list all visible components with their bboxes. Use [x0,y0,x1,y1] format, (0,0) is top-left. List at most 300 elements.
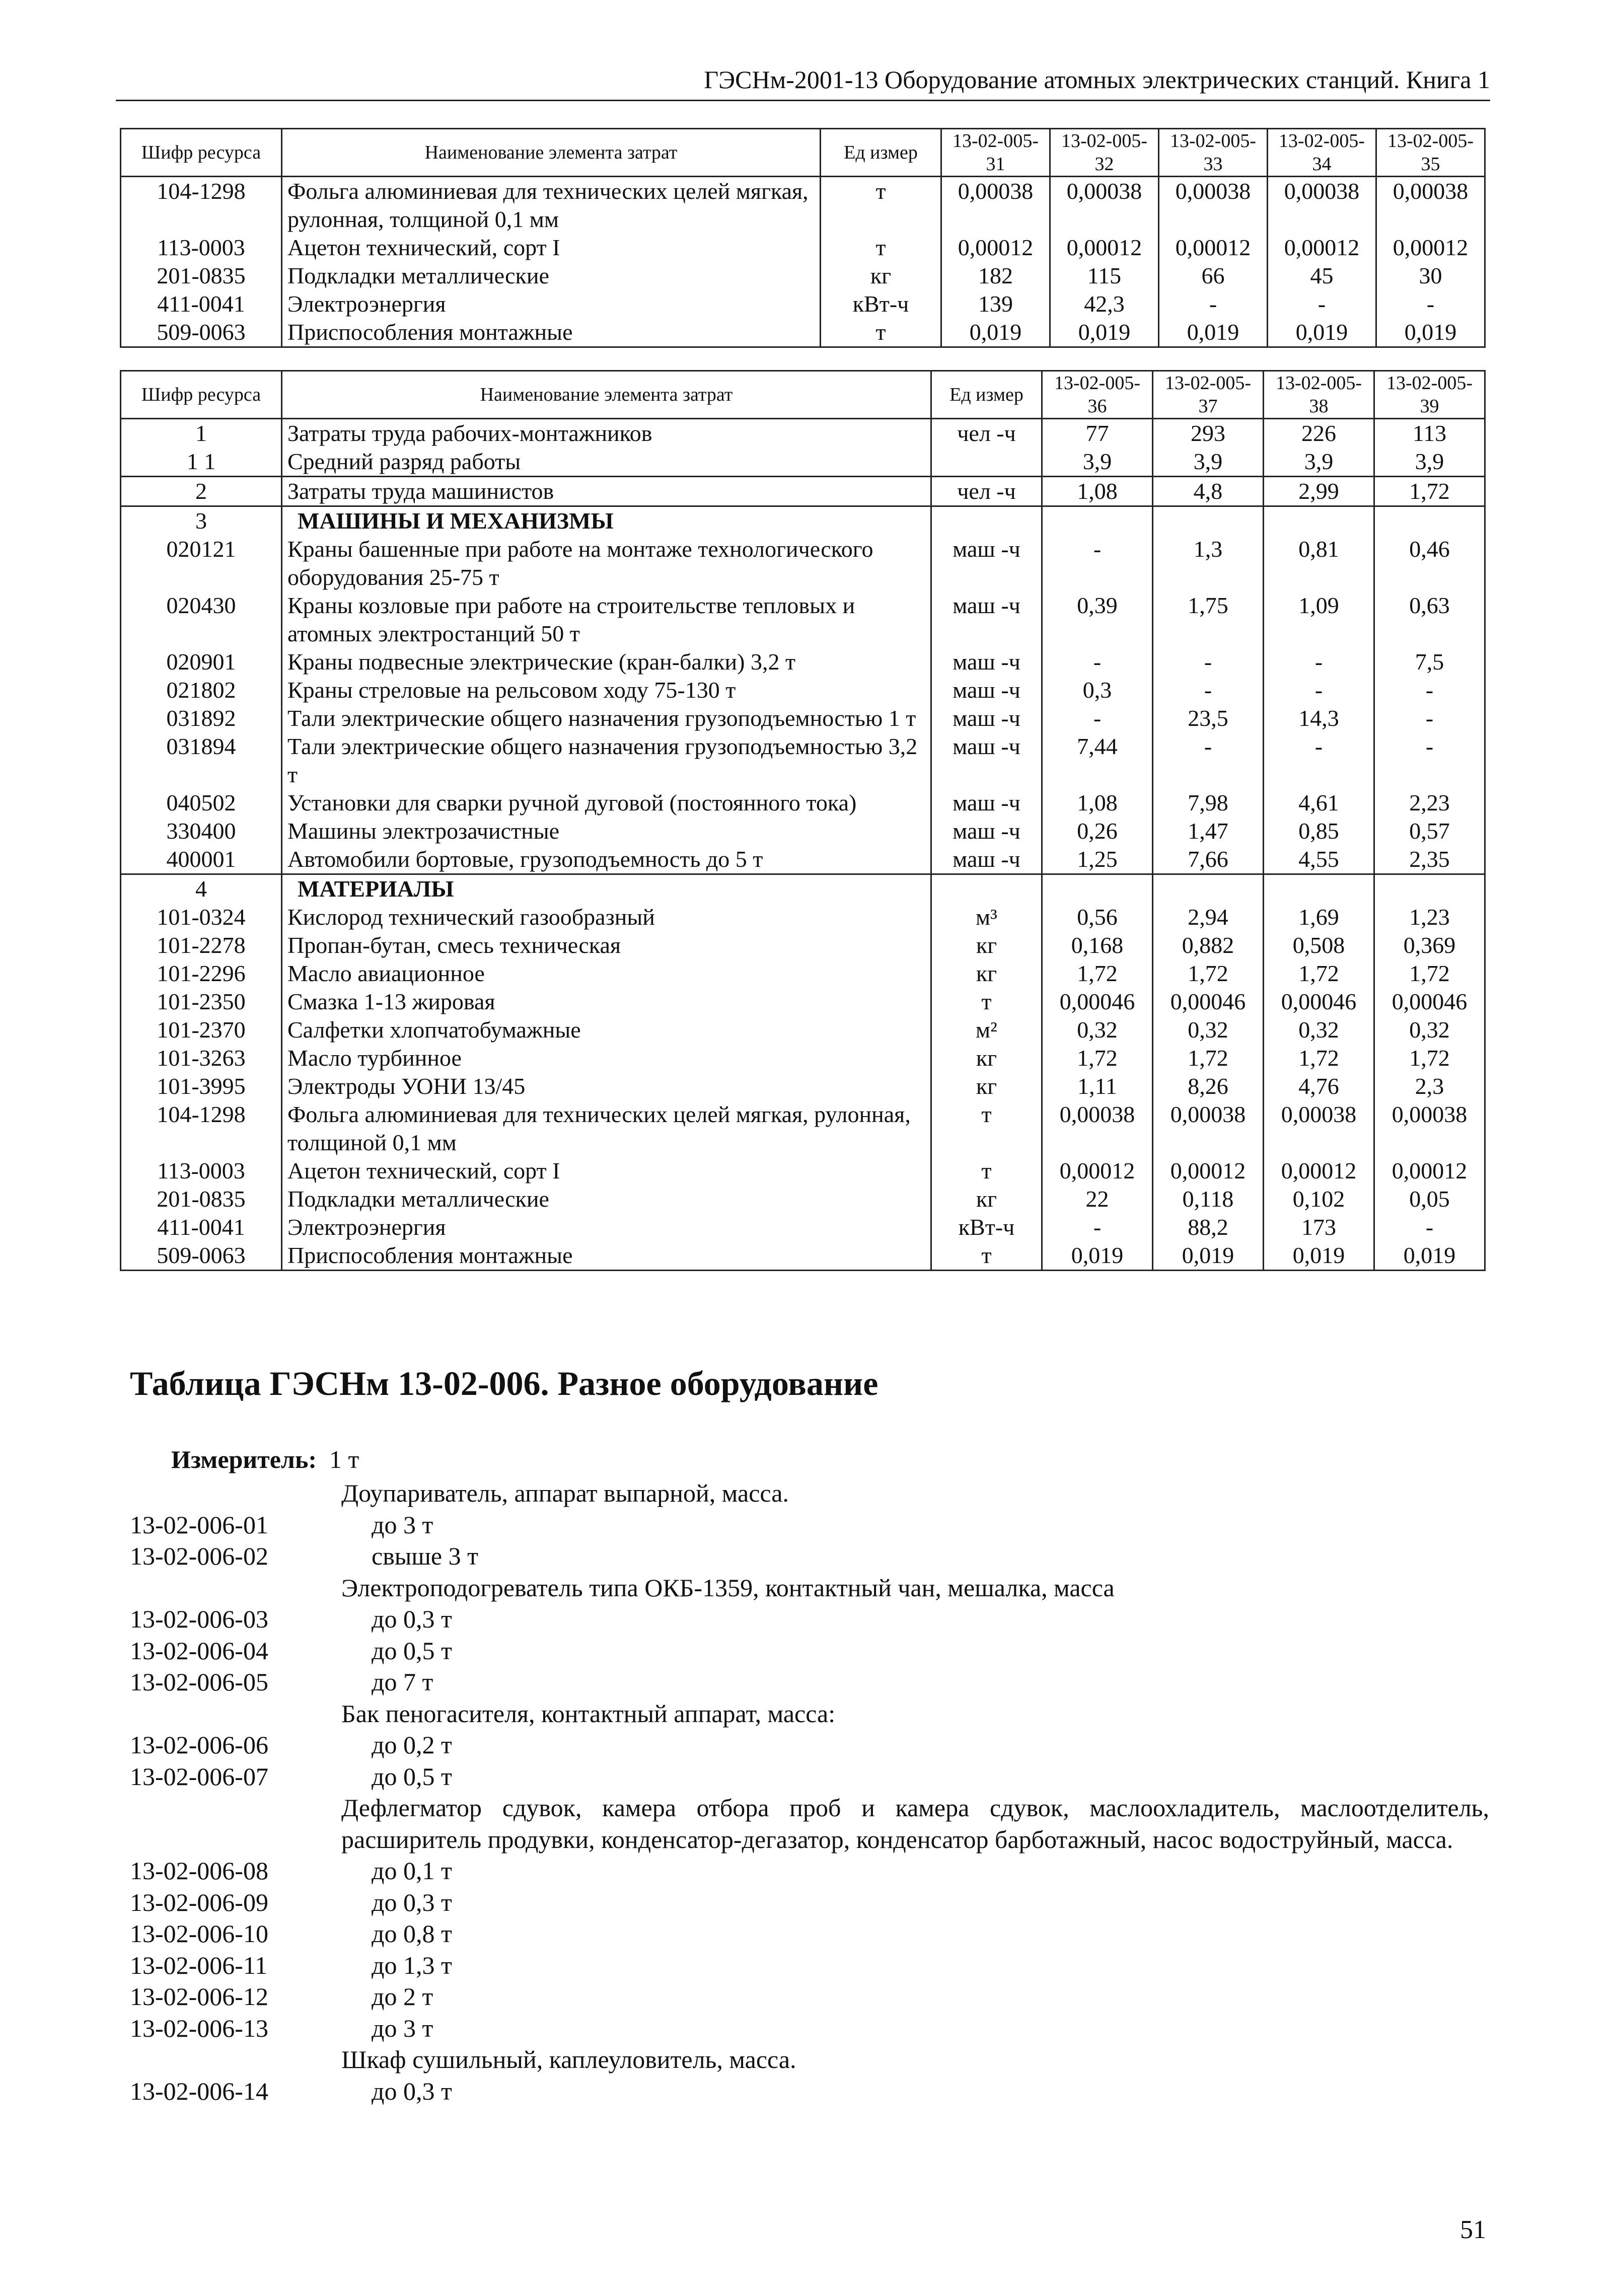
resource-name: Электроэнергия [282,1213,931,1241]
resource-code: 101-3263 [121,1044,282,1072]
unit: маш -ч [931,732,1042,789]
item-code: 13-02-006-03 [130,1605,268,1633]
norm-value: 0,00012 [1050,234,1159,262]
table-row [121,477,1485,506]
unit: кг [931,931,1042,959]
norm-value [1042,874,1153,904]
item-text: до 3 т [372,2014,433,2042]
norm-value: 2,3 [1374,1072,1485,1100]
resource-name: Смазка 1-13 жировая [282,988,931,1016]
unit: т [931,1157,1042,1185]
item-text: до 2 т [372,1982,433,2011]
norm-value: 0,00038 [1042,1100,1153,1157]
table-row [121,318,1485,347]
resource-name: Приспособления монтажные [282,318,821,347]
price-item [130,1572,1489,1604]
norm-value: 3,9 [1042,448,1153,477]
table-row [121,988,1485,1016]
norm-value: 0,019 [1050,318,1159,347]
norm-value: 2,94 [1153,903,1264,931]
norm-value: 0,118 [1153,1185,1264,1213]
table-row [121,1157,1485,1185]
norm-value: 0,00046 [1374,988,1485,1016]
norm-value: 4,55 [1264,845,1374,874]
resource-code: 031892 [121,704,282,732]
item-code: 13-02-006-07 [130,1762,268,1791]
item-text: до 0,1 т [372,1857,452,1885]
unit: т [931,1241,1042,1271]
norm-value: - [1374,676,1485,704]
unit: кВт-ч [821,290,941,318]
unit: т [931,988,1042,1016]
norm-value: 0,019 [1153,1241,1264,1271]
table-row [121,903,1485,931]
norm-value [1153,874,1264,904]
meter-line [171,1444,359,1475]
norm-value: 0,102 [1264,1185,1374,1213]
unit [931,874,1042,904]
column-header: 13-02-005-37 [1153,371,1264,419]
resource-table-005-36-39 [120,370,1486,1271]
resource-code: 031894 [121,732,282,789]
norm-value: - [1374,704,1485,732]
item-text: до 0,3 т [372,2077,452,2105]
unit: чел -ч [931,419,1042,448]
norm-value: 1,72 [1374,959,1485,988]
resource-name: Электроэнергия [282,290,821,318]
item-code: 13-02-006-05 [130,1668,268,1696]
item-text: свыше 3 т [372,1542,478,1570]
norm-value: 7,98 [1153,789,1264,817]
unit: кг [931,1185,1042,1213]
price-item [130,1603,1489,1635]
unit [931,506,1042,536]
unit: маш -ч [931,648,1042,676]
item-text: до 0,8 т [372,1919,452,1948]
item-text: до 7 т [372,1668,433,1696]
norm-value: 1,47 [1153,817,1264,845]
norm-value: 0,00038 [941,177,1050,234]
resource-name: МАШИНЫ И МЕХАНИЗМЫ [282,506,931,536]
norm-value: 77 [1042,419,1153,448]
table-row [121,704,1485,732]
item-text: до 1,3 т [372,1951,452,1979]
resource-name: Подкладки металлические [282,262,821,290]
table-row [121,874,1485,904]
norm-value: - [1042,1213,1153,1241]
item-text: до 0,3 т [372,1888,452,1916]
norm-value [1264,506,1374,536]
table-row [121,1016,1485,1044]
table-row [121,1241,1485,1271]
item-text: до 0,5 т [372,1762,452,1791]
norm-value: 0,019 [1374,1241,1485,1271]
resource-code: 113-0003 [121,1157,282,1185]
item-code: 13-02-006-09 [130,1888,268,1916]
price-item [130,1698,1489,1730]
price-item [130,2076,1489,2107]
norm-value: 0,81 [1264,535,1374,591]
norm-value: - [1374,1213,1485,1241]
norm-value: 0,882 [1153,931,1264,959]
resource-code: 113-0003 [121,234,282,262]
norm-value [1264,874,1374,904]
norm-value: 0,57 [1374,817,1485,845]
item-text: до 0,3 т [372,1605,452,1633]
table-row [121,234,1485,262]
table-row [121,177,1485,234]
norm-value: 1,72 [1264,959,1374,988]
unit: маш -ч [931,789,1042,817]
table-row [121,591,1485,648]
norm-value: 0,00038 [1374,1100,1485,1157]
norm-value: 0,32 [1264,1016,1374,1044]
unit: т [931,1100,1042,1157]
page-number: 51 [1460,2215,1486,2244]
column-header: 13-02-005-34 [1268,129,1376,177]
item-text: Доупариватель, аппарат выпарной, масса. [341,1479,789,1507]
item-code: 13-02-006-11 [130,1951,268,1979]
resource-code: 1 [121,419,282,448]
norm-value: 173 [1264,1213,1374,1241]
resource-code: 1 1 [121,448,282,477]
norm-value: 0,85 [1264,817,1374,845]
resource-code: 101-0324 [121,903,282,931]
norm-value: 0,00038 [1159,177,1268,234]
norm-value: 1,72 [1042,959,1153,988]
norm-value: - [1374,732,1485,789]
resource-code: 020121 [121,535,282,591]
norm-value: 1,72 [1374,1044,1485,1072]
norm-value: - [1264,732,1374,789]
norm-value: 293 [1153,419,1264,448]
norm-value: 4,76 [1264,1072,1374,1100]
norm-value: - [1042,648,1153,676]
unit: маш -ч [931,535,1042,591]
norm-value: 22 [1042,1185,1153,1213]
table-row [121,1100,1485,1157]
item-text: Электроподогреватель типа ОКБ-1359, контактный чан, мешалка, масса [341,1573,1115,1602]
norm-value: 0,32 [1374,1016,1485,1044]
table-row [121,959,1485,988]
norm-value: - [1376,290,1485,318]
resource-code: 101-2278 [121,931,282,959]
norm-value: 115 [1050,262,1159,290]
norm-value: 1,11 [1042,1072,1153,1100]
resource-name: Пропан-бутан, смесь техническая [282,931,931,959]
norm-value: 3,9 [1153,448,1264,477]
table-row [121,931,1485,959]
resource-name: Автомобили бортовые, грузоподъемность до 5 т [282,845,931,874]
unit: маш -ч [931,704,1042,732]
resource-name: Краны подвесные электрические (кран-балки) 3,2 т [282,648,931,676]
price-item [130,2044,1489,2076]
price-item [130,1729,1489,1761]
resource-table-005-31-35 [120,128,1486,348]
resource-code: 411-0041 [121,290,282,318]
norm-value: 3,9 [1374,448,1485,477]
price-item [130,1635,1489,1667]
table-row [121,535,1485,591]
unit: м² [931,1016,1042,1044]
price-item-list [130,1477,1489,2107]
norm-value: 0,00012 [1376,234,1485,262]
price-item [130,1918,1489,1950]
column-header: Наименование элемента затрат [282,371,931,419]
resource-code: 101-2296 [121,959,282,988]
norm-value: 2,99 [1264,477,1374,506]
norm-value: 0,00012 [941,234,1050,262]
resource-name: Средний разряд работы [282,448,931,477]
resource-name: Ацетон технический, сорт I [282,234,821,262]
table-row [121,1072,1485,1100]
unit: чел -ч [931,477,1042,506]
norm-value: - [1153,732,1264,789]
norm-value: 7,5 [1374,648,1485,676]
resource-code: 101-2350 [121,988,282,1016]
item-code: 13-02-006-08 [130,1857,268,1885]
norm-value: 0,3 [1042,676,1153,704]
norm-value: 1,72 [1153,1044,1264,1072]
table-row [121,676,1485,704]
norm-value: 139 [941,290,1050,318]
column-header: 13-02-005-33 [1159,129,1268,177]
item-code: 13-02-006-02 [130,1542,268,1570]
norm-value: - [1268,290,1376,318]
column-header: Ед измер [821,129,941,177]
item-text: Бак пеногасителя, контактный аппарат, масса: [341,1699,836,1728]
resource-name: Фольга алюминиевая для технических целей мягкая, рулонная, толщиной 0,1 мм [282,1100,931,1157]
resource-name: Краны козловые при работе на строительстве тепловых и атомных электростанций 50 т [282,591,931,648]
item-code: 13-02-006-01 [130,1510,268,1539]
norm-value: 0,019 [941,318,1050,347]
column-header: Шифр ресурса [121,129,282,177]
norm-value: 0,00046 [1153,988,1264,1016]
unit [931,448,1042,477]
norm-value: 0,00012 [1268,234,1376,262]
unit: кг [821,262,941,290]
norm-value: 113 [1374,419,1485,448]
unit: кг [931,1044,1042,1072]
unit: т [821,318,941,347]
resource-name: Масло авиационное [282,959,931,988]
table-row [121,262,1485,290]
norm-value: - [1042,704,1153,732]
norm-value: 0,019 [1376,318,1485,347]
meter-value: 1 т [329,1445,359,1473]
norm-value: 0,019 [1042,1241,1153,1271]
item-text: Шкаф сушильный, каплеуловитель, масса. [341,2045,796,2073]
resource-code: 400001 [121,845,282,874]
table-row [121,817,1485,845]
norm-value [1374,506,1485,536]
norm-value: 1,69 [1264,903,1374,931]
table-row [121,1213,1485,1241]
norm-value: - [1042,535,1153,591]
unit: маш -ч [931,591,1042,648]
table-row [121,1185,1485,1213]
resource-name: Ацетон технический, сорт I [282,1157,931,1185]
price-item [130,1855,1489,1887]
resource-name: Приспособления монтажные [282,1241,931,1271]
resource-code: 4 [121,874,282,904]
norm-value: 182 [941,262,1050,290]
norm-value: 14,3 [1264,704,1374,732]
norm-value: 2,35 [1374,845,1485,874]
table-row [121,506,1485,536]
norm-value: 0,00012 [1374,1157,1485,1185]
resource-code: 2 [121,477,282,506]
table-header-row [121,371,1485,419]
unit: кВт-ч [931,1213,1042,1241]
norm-value: - [1264,676,1374,704]
norm-value: 0,00012 [1153,1157,1264,1185]
item-code: 13-02-006-10 [130,1919,268,1948]
norm-value: 0,508 [1264,931,1374,959]
column-header: Ед измер [931,371,1042,419]
unit: маш -ч [931,676,1042,704]
price-item [130,1981,1489,2013]
unit: кг [931,959,1042,988]
resource-name: Подкладки металлические [282,1185,931,1213]
table-row [121,648,1485,676]
resource-name: Кислород технический газообразный [282,903,931,931]
norm-value [1042,506,1153,536]
norm-value: 0,05 [1374,1185,1485,1213]
column-header: 13-02-005-35 [1376,129,1485,177]
resource-name: МАТЕРИАЛЫ [282,874,931,904]
table-header-row [121,129,1485,177]
price-item [130,1509,1489,1541]
price-item [130,2013,1489,2044]
resource-name: Затраты труда машинистов [282,477,931,506]
item-text: до 3 т [372,1510,433,1539]
norm-value: 88,2 [1153,1213,1264,1241]
norm-value: 0,019 [1159,318,1268,347]
norm-value: 0,00012 [1042,1157,1153,1185]
resource-code: 104-1298 [121,1100,282,1157]
unit: т [821,234,941,262]
norm-value: 4,8 [1153,477,1264,506]
meter-label: Измеритель: [171,1445,317,1473]
resource-name: Масло турбинное [282,1044,931,1072]
price-item [130,1666,1489,1698]
norm-value: 1,75 [1153,591,1264,648]
resource-code: 021802 [121,676,282,704]
norm-value: 0,019 [1268,318,1376,347]
unit: м³ [931,903,1042,931]
norm-value: 3,9 [1264,448,1374,477]
column-header: 13-02-005-31 [941,129,1050,177]
table-row [121,845,1485,874]
norm-value: - [1153,676,1264,704]
column-header: Шифр ресурса [121,371,282,419]
norm-value: 0,63 [1374,591,1485,648]
item-text: до 0,5 т [372,1636,452,1665]
resource-code: 101-2370 [121,1016,282,1044]
norm-value: 1,72 [1264,1044,1374,1072]
norm-value: 0,168 [1042,931,1153,959]
norm-value: 1,09 [1264,591,1374,648]
norm-value: 0,00012 [1264,1157,1374,1185]
norm-value [1153,506,1264,536]
unit: кг [931,1072,1042,1100]
norm-value: 7,44 [1042,732,1153,789]
norm-value: 2,23 [1374,789,1485,817]
column-header: Наименование элемента затрат [282,129,821,177]
header-rule [116,100,1490,101]
resource-name: Фольга алюминиевая для технических целей мягкая, рулонная, толщиной 0,1 мм [282,177,821,234]
item-text: до 0,2 т [372,1731,452,1759]
resource-name: Краны башенные при работе на монтаже технологического оборудования 25-75 т [282,535,931,591]
norm-value: 0,00012 [1159,234,1268,262]
resource-code: 101-3995 [121,1072,282,1100]
norm-value: 1,3 [1153,535,1264,591]
norm-value: 1,23 [1374,903,1485,931]
norm-value: 0,39 [1042,591,1153,648]
item-code: 13-02-006-06 [130,1731,268,1759]
section-title: Таблица ГЭСНм 13-02-006. Разное оборудование [130,1364,878,1402]
resource-code: 020430 [121,591,282,648]
resource-name: Машины электрозачистные [282,817,931,845]
unit: т [821,177,941,234]
price-item [130,1950,1489,1981]
norm-value: 0,32 [1153,1016,1264,1044]
column-header: 13-02-005-38 [1264,371,1374,419]
resource-name: Тали электрические общего назначения грузоподъемностью 3,2 т [282,732,931,789]
norm-value: 0,00046 [1042,988,1153,1016]
price-item [130,1540,1489,1572]
norm-value: 1,72 [1042,1044,1153,1072]
norm-value: 45 [1268,262,1376,290]
norm-value: - [1264,648,1374,676]
norm-value: 226 [1264,419,1374,448]
resource-name: Установки для сварки ручной дуговой (постоянного тока) [282,789,931,817]
norm-value: 30 [1376,262,1485,290]
norm-value: 0,019 [1264,1241,1374,1271]
norm-value: 8,26 [1153,1072,1264,1100]
unit: маш -ч [931,817,1042,845]
price-item [130,1792,1489,1855]
resource-code: 509-0063 [121,318,282,347]
item-text: Дефлегматор сдувок, камера отбора проб и камера сдувок, маслоохладитель, маслоотделитель, расширитель продувки, конденсатор-дегазатор, конденсатор барботажный, насос водоструйный, масса. [341,1794,1489,1854]
norm-value: 42,3 [1050,290,1159,318]
resource-name: Электроды УОНИ 13/45 [282,1072,931,1100]
column-header: 13-02-005-39 [1374,371,1485,419]
price-item [130,1761,1489,1793]
norm-value [1374,874,1485,904]
resource-code: 104-1298 [121,177,282,234]
norm-value: 23,5 [1153,704,1264,732]
norm-value: 66 [1159,262,1268,290]
norm-value: 0,56 [1042,903,1153,931]
norm-value: 1,25 [1042,845,1153,874]
table-row [121,448,1485,477]
price-item [130,1477,1489,1509]
norm-value: 1,72 [1374,477,1485,506]
unit: маш -ч [931,845,1042,874]
norm-value: 0,00038 [1264,1100,1374,1157]
norm-value: 0,00038 [1153,1100,1264,1157]
resource-name: Затраты труда рабочих-монтажников [282,419,931,448]
item-code: 13-02-006-12 [130,1982,268,2011]
resource-code: 509-0063 [121,1241,282,1271]
resource-code: 201-0835 [121,262,282,290]
norm-value: 0,32 [1042,1016,1153,1044]
column-header: 13-02-005-32 [1050,129,1159,177]
norm-value: 0,00038 [1268,177,1376,234]
norm-value: 1,72 [1153,959,1264,988]
